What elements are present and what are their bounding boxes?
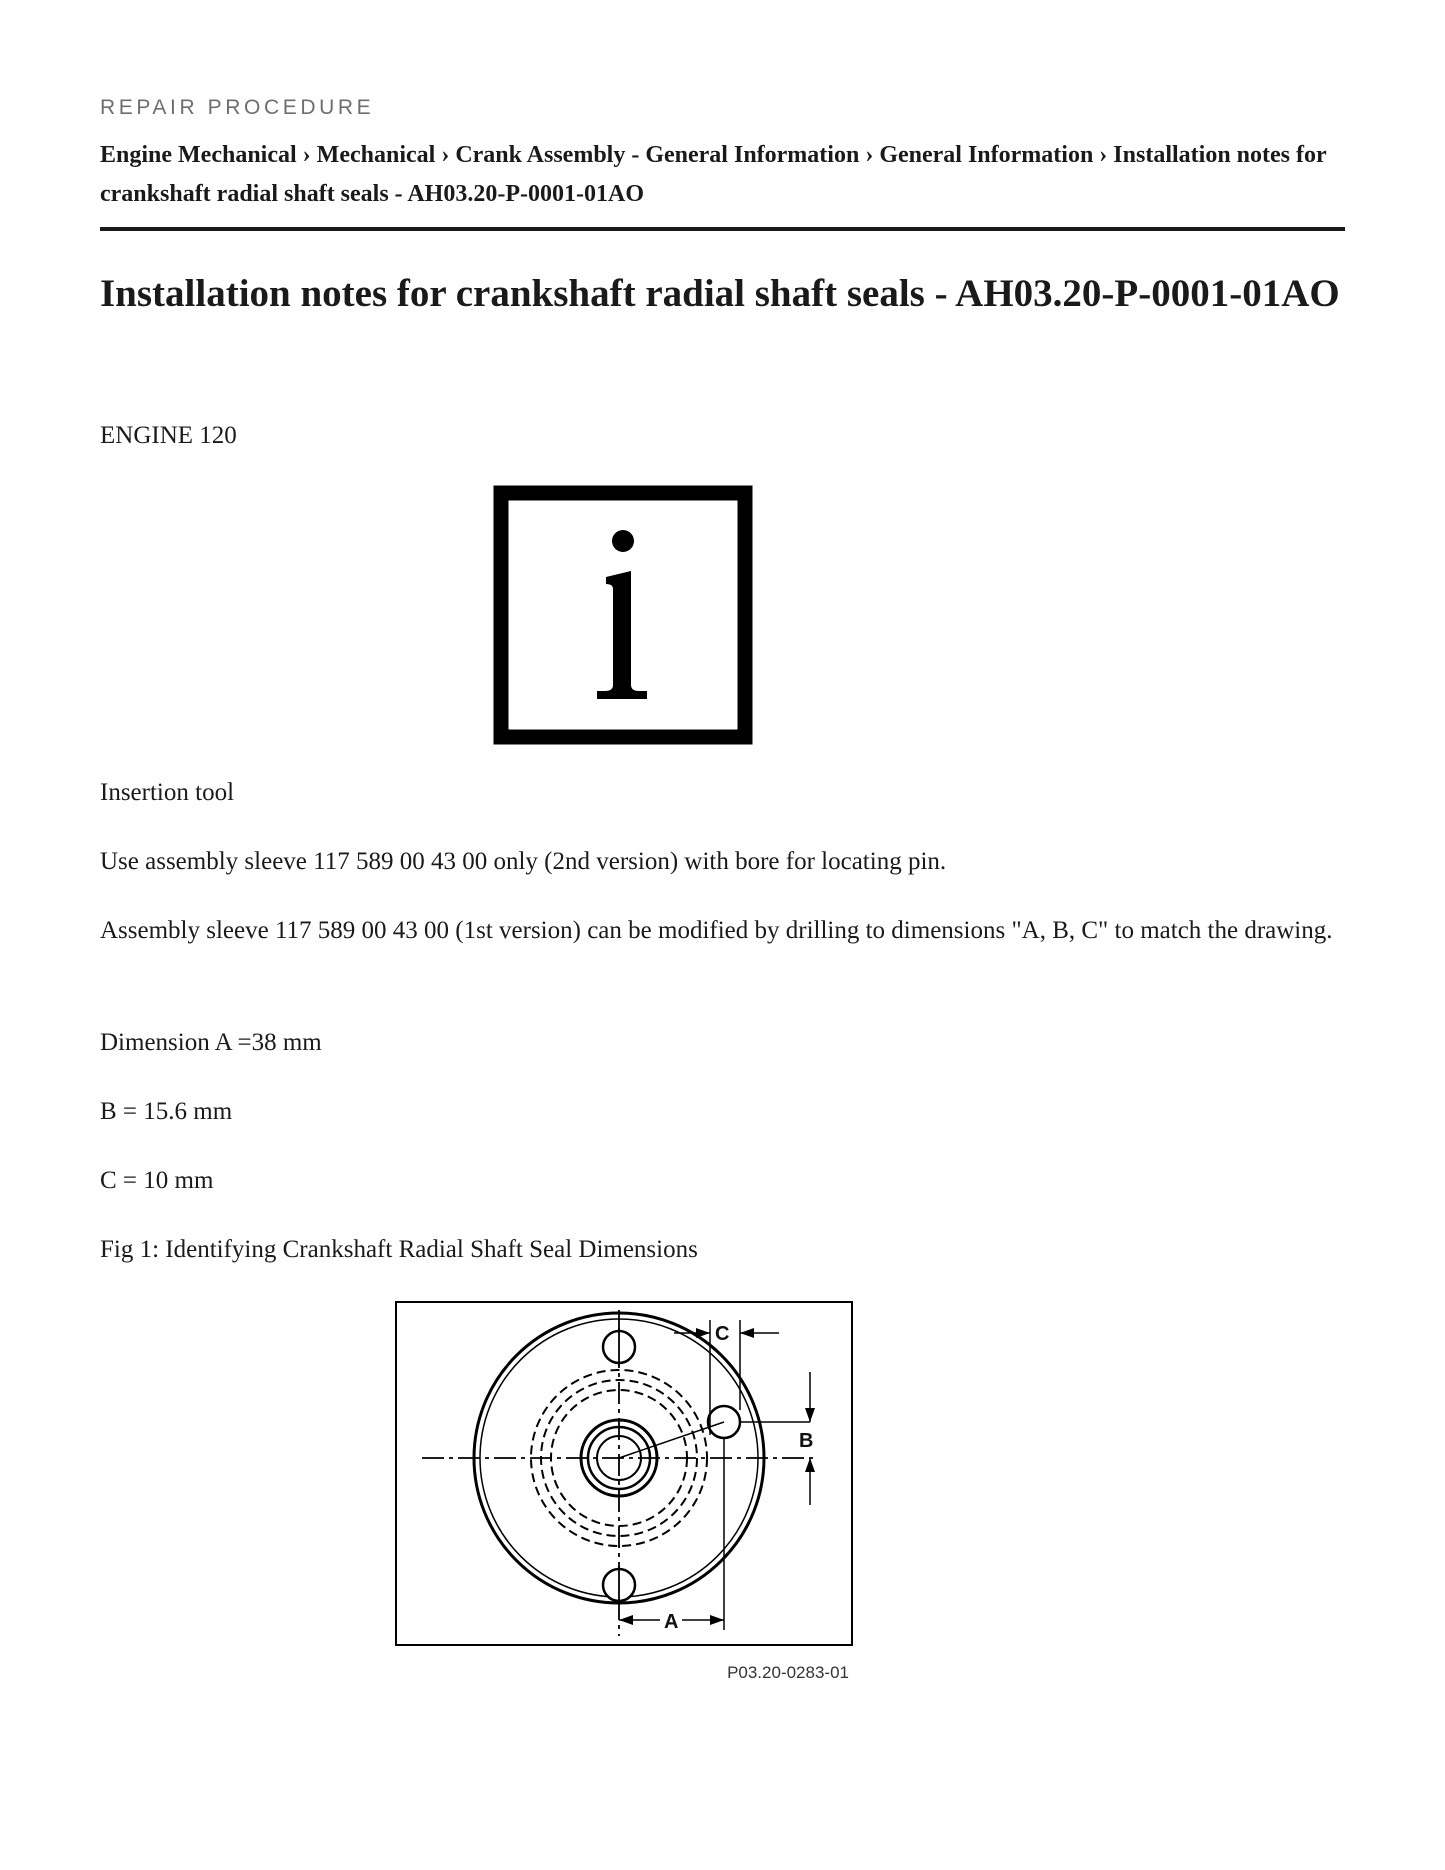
page-title: Installation notes for crankshaft radial shaft seals - AH03.20-P-0001-01AO [100,272,1340,315]
dimension-b-label: B [799,1430,814,1452]
breadcrumb-item-current-page: Installation notes for crankshaft radial shaft seals - AH03.20-P-0001-01AO [100,142,1327,207]
dimension-c-text: C = 10 mm [100,1167,214,1194]
dimension-b-text: B = 15.6 mm [100,1098,233,1125]
dimension-a-text: Dimension A =38 mm [100,1029,322,1056]
use-sleeve-paragraph: Use assembly sleeve 117 589 00 43 00 only (2nd version) with bore for locating pin. [100,848,947,875]
header-divider [100,227,1345,231]
figure-caption: Fig 1: Identifying Crankshaft Radial Shaft Seal Dimensions [100,1236,698,1263]
insertion-tool-heading: Insertion tool [100,779,235,806]
breadcrumb-separator: › [302,142,311,168]
breadcrumb-separator: › [441,142,450,168]
information-icon [493,485,753,745]
breadcrumb-separator: › [1099,142,1108,168]
section-label: REPAIR PROCEDURE [100,96,375,119]
breadcrumb-item-crank-assembly[interactable]: Crank Assembly - General Information [455,142,860,168]
figure-reference-code: P03.20-0283-01 [727,1663,849,1682]
breadcrumb [100,136,1345,214]
engine-label: ENGINE 120 [100,422,237,449]
seal-dimensions-diagram [394,1300,854,1690]
dimension-c-label: C [715,1323,730,1345]
modify-sleeve-paragraph: Assembly sleeve 117 589 00 43 00 (1st version) can be modified by drilling to dimensions "A, B, C" to match the drawing. [100,917,1333,944]
dimension-a-label: A [664,1611,679,1633]
breadcrumb-item-mechanical[interactable]: Mechanical [316,142,436,168]
breadcrumb-item-engine-mechanical[interactable]: Engine Mechanical [100,142,297,168]
breadcrumb-separator: › [865,142,874,168]
breadcrumb-item-general-information[interactable]: General Information [879,142,1094,168]
